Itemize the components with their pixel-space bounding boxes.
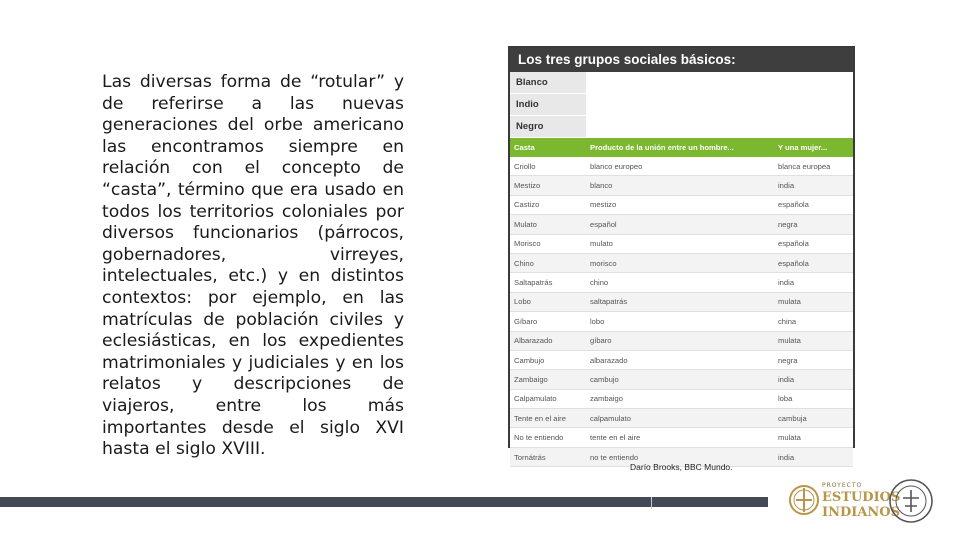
table-cell: blanco europeo	[586, 157, 774, 176]
table-cell: Calpamulato	[510, 389, 586, 408]
group-row	[510, 94, 853, 116]
table-row	[510, 370, 853, 389]
table-cell: loba	[774, 389, 853, 408]
table-row	[510, 234, 853, 253]
body-paragraph	[102, 72, 404, 461]
table-cell: gíbaro	[586, 331, 774, 350]
table-cell: Chino	[510, 253, 586, 272]
table-cell: Gíbaro	[510, 312, 586, 331]
table-cell: no te entiendo	[586, 447, 774, 466]
table-row	[510, 215, 853, 234]
table-cell: mulato	[586, 234, 774, 253]
table-cell: blanca europea	[774, 157, 853, 176]
table-row	[510, 389, 853, 408]
table-row	[510, 292, 853, 311]
table-row	[510, 195, 853, 214]
column-header: Casta	[510, 138, 586, 157]
table-cell: español	[586, 215, 774, 234]
bottom-bar	[0, 497, 768, 507]
table-cell: Mestizo	[510, 176, 586, 195]
column-header: Y una mujer...	[774, 138, 853, 157]
table-cell: saltapatrás	[586, 292, 774, 311]
table-row	[510, 176, 853, 195]
table-row	[510, 428, 853, 447]
group-label: Negro	[510, 116, 586, 138]
table-cell: morisco	[586, 253, 774, 272]
castes-table	[510, 138, 853, 467]
svg-text:PROYECTO: PROYECTO	[822, 482, 863, 489]
table-cell: Cambujo	[510, 350, 586, 369]
table-cell: mulata	[774, 428, 853, 447]
table-cell: Morisco	[510, 234, 586, 253]
bottom-bar-tick	[651, 497, 652, 509]
table-cell: española	[774, 195, 853, 214]
table-cell: Lobo	[510, 292, 586, 311]
group-label: Indio	[510, 94, 586, 116]
table-cell: chino	[586, 273, 774, 292]
table-cell: cambuja	[774, 409, 853, 428]
table-cell: Mulato	[510, 215, 586, 234]
table-row	[510, 253, 853, 272]
group-row	[510, 116, 853, 138]
table-row	[510, 312, 853, 331]
proyecto-estudios-indianos-logo	[788, 478, 901, 526]
table-cell: zambaigo	[586, 389, 774, 408]
table-row	[510, 331, 853, 350]
castes-table-header	[510, 138, 853, 157]
group-label: Blanco	[510, 72, 586, 94]
castes-table-image	[508, 46, 855, 462]
table-cell: negra	[774, 215, 853, 234]
table-cell: tente en el aire	[586, 428, 774, 447]
table-cell: india	[774, 370, 853, 389]
table-cell: cambujo	[586, 370, 774, 389]
table-cell: mestizo	[586, 195, 774, 214]
svg-text:INDIANOS: INDIANOS	[822, 505, 900, 520]
table-row	[510, 409, 853, 428]
table-cell: española	[774, 234, 853, 253]
table-cell: negra	[774, 350, 853, 369]
table-cell: calpamulato	[586, 409, 774, 428]
table-cell: española	[774, 253, 853, 272]
table-title: Los tres grupos sociales básicos:	[510, 48, 853, 72]
table-cell: No te entiendo	[510, 428, 586, 447]
table-cell: lobo	[586, 312, 774, 331]
table-cell: india	[774, 447, 853, 466]
table-cell: mulata	[774, 292, 853, 311]
table-row	[510, 273, 853, 292]
table-cell: Albarazado	[510, 331, 586, 350]
social-groups-list	[510, 72, 853, 138]
image-caption: Darío Brooks, BBC Mundo.	[630, 462, 733, 472]
group-row	[510, 72, 853, 94]
column-header: Producto de la unión entre un hombre...	[586, 138, 774, 157]
table-cell: blanco	[586, 176, 774, 195]
table-cell: Castizo	[510, 195, 586, 214]
table-cell: Criollo	[510, 157, 586, 176]
table-cell: Tornátrás	[510, 447, 586, 466]
table-row	[510, 350, 853, 369]
table-cell: Zambaigo	[510, 370, 586, 389]
svg-text:ESTUDIOS: ESTUDIOS	[822, 490, 901, 505]
table-cell: mulata	[774, 331, 853, 350]
body-text: Las diversas forma de “rotular” y de referirse a las nuevas generaciones del orbe americano las encontramos siempre en relación con el concepto de “casta”, término que era usado en todos los territorios coloniales por diversos funcionarios (párrocos, gobernadores, virreyes, intelectuales, etc.) y en distintos contextos: por ejemplo, en las matrículas de población civiles y eclesiásticas, en los expedientes matrimoniales y judiciales y en los relatos y descripciones de viajeros, entre los más importantes desde el siglo XVI hasta el siglo XVIII.	[102, 72, 404, 460]
table-cell: albarazado	[586, 350, 774, 369]
table-cell: china	[774, 312, 853, 331]
table-cell: Tente en el aire	[510, 409, 586, 428]
table-cell: india	[774, 273, 853, 292]
university-seal-logo	[888, 478, 934, 524]
table-cell: india	[774, 176, 853, 195]
table-row	[510, 157, 853, 176]
table-cell: Saltapatrás	[510, 273, 586, 292]
castes-table-body	[510, 157, 853, 467]
